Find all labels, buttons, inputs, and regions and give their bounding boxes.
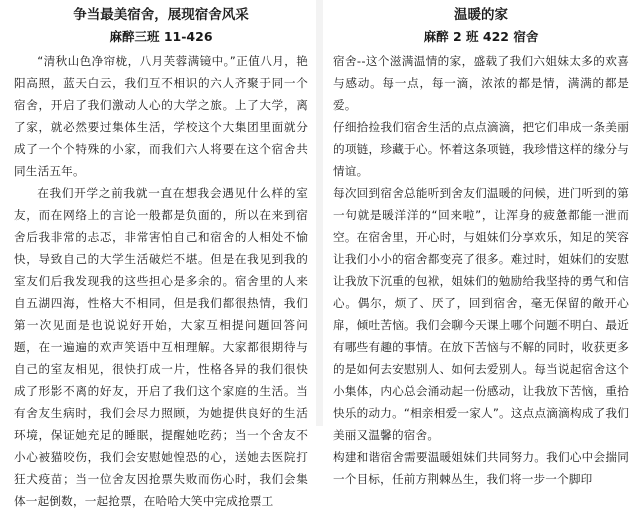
right-document-page [323, 0, 639, 486]
left-page-title: 争当最美宿舍，展现宿舍风采 [73, 7, 249, 23]
right-paragraph-2: 仔细拾捡我们宿舍生活的点点滴滴，把它们串成一条美丽的项链，珍藏于心。怀着这条项链，我珍惜这样的缘分与情谊。 [333, 120, 629, 178]
right-paragraph-4: 构建和谐宿舍需要温暖姐妹们共同努力。我们心中会揣同一个目标，任前方荆棘丛生，我们将一步一个脚印 [333, 450, 629, 486]
page-divider [316, 0, 323, 426]
right-paragraph-1: 宿舍--这个滋满温情的家，盛载了我们六姐妹太多的欢喜与感动。每一点，每一滴，浓浓的都是情，满满的都是爱。 [333, 54, 629, 112]
right-page-title: 温暖的家 [454, 7, 508, 23]
right-page-subtitle: 麻醉 2 班 422 宿舍 [423, 29, 539, 44]
left-paragraph-1: “清秋山色净帘栊，八月芙蓉满镜中。”正值八月，艳阳高照，蓝天白云，我们互不相识的六人齐聚于同一个宿舍，开启了我们激动人心的大学之旅。上了大学，离了家，就必然要过集体生活，学校这个大集团里面就分成了一个个特殊的小家，而我们六人将要在这个宿舍共同生活五年。 [14, 54, 308, 178]
left-page-subtitle: 麻醉三班 11-426 [109, 29, 213, 44]
left-document-page [0, 0, 316, 508]
left-paragraph-2: 在我们开学之前我就一直在想我会遇见什么样的室友，而在网络上的言论一般都是负面的，所以在来到宿舍后我非常的忐忑，非常害怕自己和宿舍的人相处不愉快，导致自己的大学生活破烂不堪。但是在我见到我的室友们后我发现我的这些担心是多余的。宿舍里的人来自五湖四海，性格大不相同，但是我们都很热情，我们第一次见面是也说说好开始，大家互相提问题回答问题，在一遍遍的欢声笑语中互相理解。大家都很期待与自己的室友相见，很快打成一片，性格各异的我们很快成了形影不离的好友，开启了我们这个家庭的生活。当有舍友生病时，我们会尽力照顾，为她提供良好的生活环境，保证她充足的睡眠，提醒她吃药；当一个舍友不小心被猫咬伤，我们会安慰她惶恐的心，送她去医院打狂犬疫苗；当一位舍友因抢票失败而伤心时，我们会集体一起倒数，一起抢票，在哈哈大笑中完成抢票工 [14, 186, 308, 508]
right-paragraph-3: 每次回到宿舍总能听到舍友们温暖的问候，进门听到的第一句就是暖洋洋的“回来啦”，让浑身的疲惫都能一泄而空。在宿舍里，开心时，与姐妹们分享欢乐，知足的笑容让我们小小的宿舍都变亮了很多。难过时，姐妹们的安慰让我放下沉重的包袱，姐妹们的勉励给我坚持的勇气和信心。偶尔，烦了、厌了，回到宿舍，毫无保留的敞开心扉，倾吐苦恼。我们会聊今天课上哪个问题不明白、最近有哪些有趣的事情。在放下苦恼与不解的同时，收获更多的是如何去安慰别人、如何去爱别人。每当说起宿舍这个小集体，内心总会涌动起一份感动，让我放下苦恼，重拾快乐的动力。“相亲相爱一家人”。这点点滴滴构成了我们美丽又温馨的宿舍。 [333, 186, 629, 442]
